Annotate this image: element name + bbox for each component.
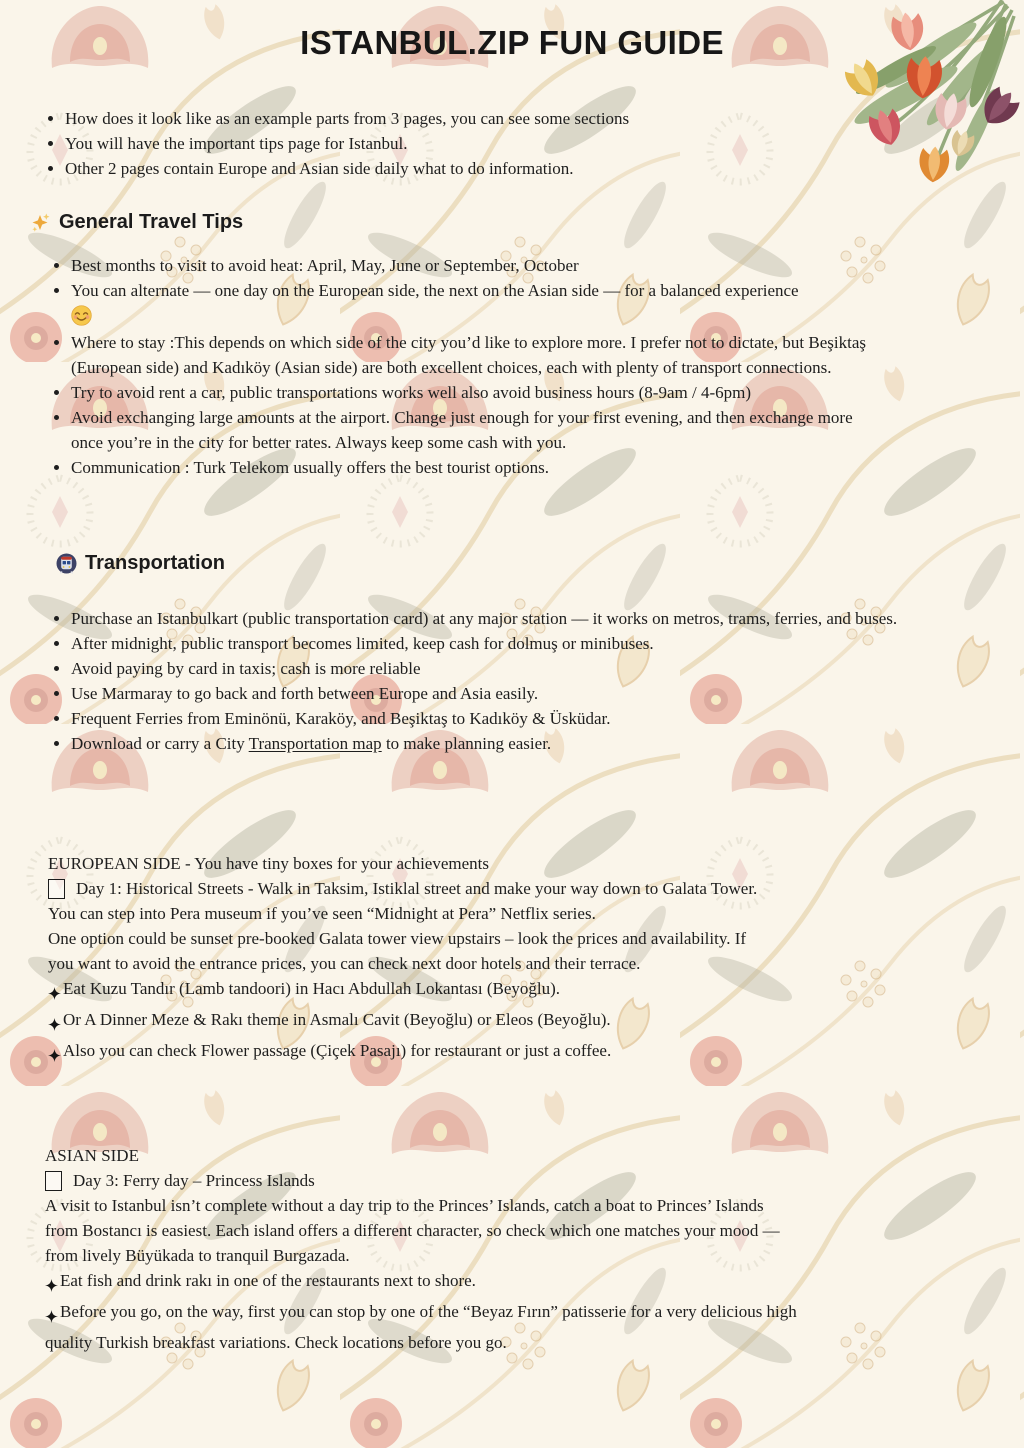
list-item: • After midnight, public transport becomes limited, keep cash for dolmuş or minibuses.	[71, 631, 927, 656]
page-title: ISTANBUL.ZIP FUN GUIDE	[300, 24, 724, 61]
paragraph-line: from Bostancı is easiest. Each island offers a different character, so check which one matches your mood —	[45, 1221, 780, 1240]
section-title: Transportation	[85, 552, 226, 574]
section-heading-transportation	[56, 552, 225, 575]
transportation-map-link[interactable]: Transportation map	[248, 734, 382, 753]
star-tip-continuation: quality Turkish breakfast variations. Check locations before you go.	[45, 1333, 507, 1352]
day1-label: Day 1: Historical Streets - Walk in Taksim, Istiklal street and make your way down to Galata Tower.	[76, 879, 758, 898]
four-pointed-star-icon	[45, 1268, 60, 1299]
section-title: General Travel Tips	[59, 211, 244, 233]
day1-checklist-item	[48, 876, 938, 901]
list-item: • Use Marmaray to go back and forth between Europe and Asia easily.	[71, 681, 927, 706]
list-item: • Communication : Turk Telekom usually offers the best tourist options.	[71, 455, 871, 480]
paragraph-line: You can step into Pera museum if you’ve seen “Midnight at Pera” Netflix series.	[48, 904, 596, 923]
star-tip-text: Eat fish and drink rakı in one of the restaurants next to shore.	[60, 1271, 476, 1290]
list-item: • Avoid exchanging large amounts at the airport. Change just enough for your first evening, and then exchange more once you’re in the city for better rates. Always keep some cash with you.	[71, 405, 871, 455]
day3-label: Day 3: Ferry day – Princess Islands	[73, 1171, 315, 1190]
list-item	[71, 731, 927, 756]
day3-checkbox[interactable]	[45, 1171, 62, 1191]
paragraph-line: you want to avoid the entrance prices, you can check next door hotels and their terrace.	[48, 954, 641, 973]
star-tip	[45, 1299, 935, 1330]
star-tip	[48, 1007, 938, 1038]
list-item-text: You can alternate — one day on the European side, the next on the Asian side — for a balanced experience	[71, 281, 799, 300]
star-tip-text: Before you go, on the way, first you can stop by one of the “Beyaz Fırın” patisserie for a very delicious high	[60, 1302, 797, 1321]
day3-checklist-item	[45, 1168, 935, 1193]
paragraph-line: A visit to Istanbul isn’t complete without a day trip to the Princes’ Islands, catch a boat to Princes’ Islands	[45, 1196, 764, 1215]
section-heading-general-travel-tips	[30, 211, 243, 234]
metro-icon	[56, 553, 77, 574]
european-side-section	[48, 851, 938, 1069]
european-side-heading: EUROPEAN SIDE - You have tiny boxes for your achievements	[48, 854, 489, 873]
list-item: • Best months to visit to avoid heat: April, May, June or September, October	[71, 253, 871, 278]
paragraph-line: One option could be sunset pre-booked Galata tower view upstairs – look the prices and availability. If	[48, 929, 747, 948]
four-pointed-star-icon	[48, 1038, 63, 1069]
star-tip-text: Eat Kuzu Tandır (Lamb tandoori) in Hacı Abdullah Lokantası (Beyoğlu).	[63, 979, 561, 998]
four-pointed-star-icon	[48, 1007, 63, 1038]
star-tip-text: Or A Dinner Meze & Rakı theme in Asmalı Cavit (Beyoğlu) or Eleos (Beyoğlu).	[63, 1010, 611, 1029]
list-item: • Where to stay :This depends on which side of the city you’d like to explore more. I prefer not to dictate, but Beşiktaş (European side) and Kadıköy (Asian side) are both excellent choices, each with plenty of transport connections.	[71, 330, 871, 380]
transportation-list	[55, 606, 927, 756]
star-tip	[48, 976, 938, 1007]
list-item	[71, 278, 871, 330]
intro-list	[49, 106, 945, 181]
asian-side-section	[45, 1143, 935, 1355]
list-item-text: Download or carry a City	[71, 734, 249, 753]
four-pointed-star-icon	[45, 1299, 60, 1330]
smiling-face-icon	[71, 305, 92, 326]
list-item-text: to make planning easier.	[381, 734, 552, 753]
four-pointed-star-icon	[48, 976, 63, 1007]
list-item: • Purchase an Istanbulkart (public transportation card) at any major station — it works on metros, trams, ferries, and buses.	[71, 606, 927, 631]
list-item: • How does it look like as an example parts from 3 pages, you can see some sections	[65, 106, 945, 131]
list-item: • Other 2 pages contain Europe and Asian side daily what to do information.	[65, 156, 945, 181]
list-item: • Try to avoid rent a car, public transportations works well also avoid business hours (8-9am / 4-6pm)	[71, 380, 871, 405]
asian-side-heading: ASIAN SIDE	[45, 1146, 139, 1165]
star-tip	[48, 1038, 938, 1069]
list-item: • Avoid paying by card in taxis; cash is more reliable	[71, 656, 927, 681]
list-item: • Frequent Ferries from Eminönü, Karaköy, and Beşiktaş to Kadıköy & Üsküdar.	[71, 706, 927, 731]
sparkles-icon	[30, 212, 51, 233]
paragraph-line: from lively Büyükada to tranquil Burgazada.	[45, 1246, 350, 1265]
day1-checkbox[interactable]	[48, 879, 65, 899]
general-tips-list	[55, 253, 871, 480]
star-tip-text: Also you can check Flower passage (Çiçek Pasajı) for restaurant or just a coffee.	[63, 1041, 612, 1060]
star-tip	[45, 1268, 935, 1299]
list-item: • You will have the important tips page for Istanbul.	[65, 131, 945, 156]
